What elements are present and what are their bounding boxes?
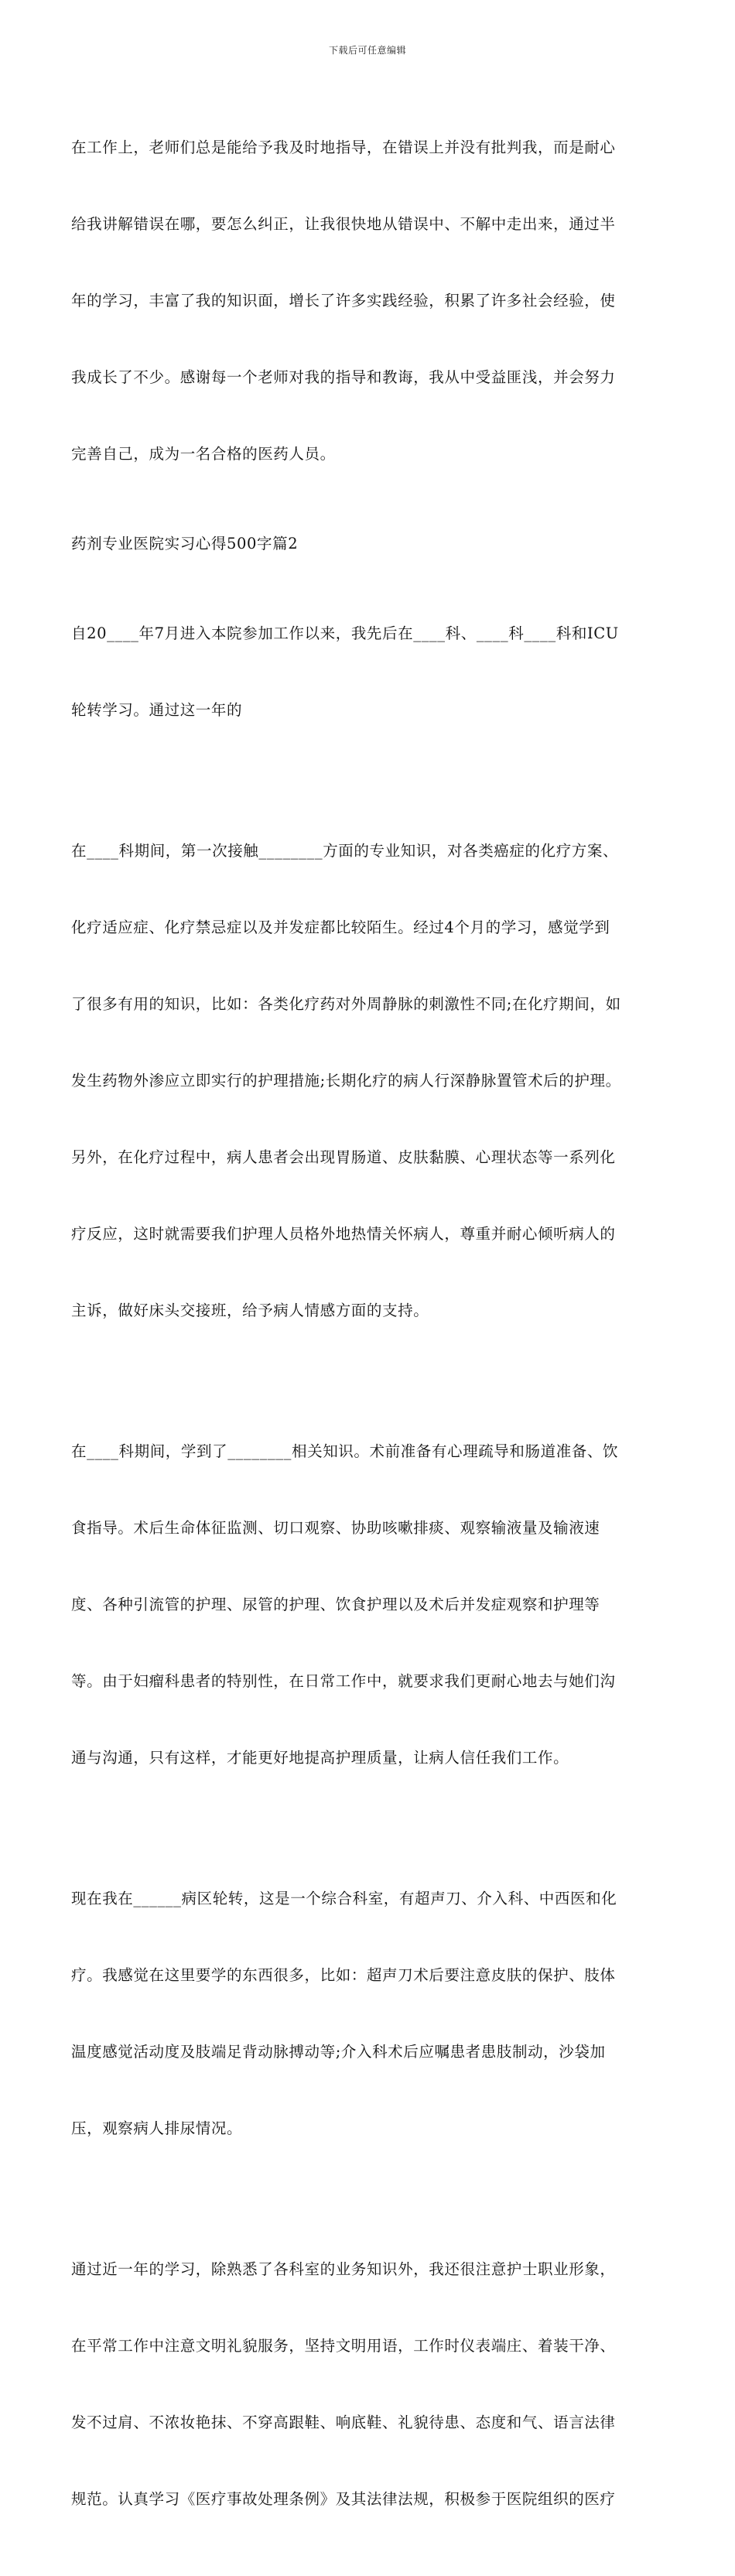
text-line: 在平常工作中注意文明礼貌服务，坚持文明用语，工作时仪表端庄、着装干净、: [71, 2337, 616, 2355]
text-line: 压，观察病人排尿情况。: [71, 2119, 243, 2137]
text-line: 食指导。术后生命体征监测、切口观察、协助咳嗽排痰、观察输液量及输液速: [71, 1519, 600, 1537]
page-header: 下载后可任意编辑: [328, 45, 406, 56]
text-line: 通过近一年的学习，除熟悉了各科室的业务知识外，我还很注意护士职业形象，: [71, 2260, 616, 2278]
text-line: 在____科期间，学到了________相关知识。术前准备有心理疏导和肠道准备、饮: [71, 1442, 619, 1460]
heading-text: 药剂专业医院实习心得500字篇2: [71, 535, 299, 552]
text-line: 化疗适应症、化疗禁忌症以及并发症都比较陌生。经过4个月的学习，感觉学到: [71, 919, 610, 936]
paragraph-1: [71, 84, 667, 518]
paragraph-6: [71, 2205, 667, 2563]
text-line: 自20____年7月进入本院参加工作以来，我先后在____科、____科____科和ICU: [71, 624, 619, 642]
text-line: 疗。我感觉在这里要学的东西很多，比如：超声刀术后要注意皮肤的保护、肢体: [71, 1966, 616, 1984]
text-line: 通与沟通，只有这样，才能更好地提高护理质量，让病人信任我们工作。: [71, 1749, 569, 1767]
paragraph-2: [71, 570, 667, 774]
paragraph-3: [71, 787, 667, 1374]
text-line: 度、各种引流管的护理、尿管的护理、饮食护理以及术后并发症观察和护理等: [71, 1596, 600, 1613]
text-line: 主诉，做好床头交接班，给予病人情感方面的支持。: [71, 1302, 429, 1319]
text-line: 等。由于妇瘤科患者的特别性，在日常工作中，就要求我们更耐心地去与她们沟: [71, 1672, 616, 1690]
text-line: 我成长了不少。感谢每一个老师对我的指导和教诲，我从中受益匪浅，并会努力: [71, 368, 616, 386]
text-line: 疗反应，这时就需要我们护理人员格外地热情关怀病人，尊重并耐心倾听病人的: [71, 1225, 616, 1243]
text-line: 轮转学习。通过这一年的: [71, 701, 243, 719]
text-line: 另外，在化疗过程中，病人患者会出现胃肠道、皮肤黏膜、心理状态等一系列化: [71, 1148, 616, 1166]
text-line: 年的学习，丰富了我的知识面，增长了许多实践经验，积累了许多社会经验，使: [71, 292, 616, 310]
text-line: 发不过肩、不浓妆艳抹、不穿高跟鞋、响底鞋、礼貌待患、态度和气、语言法律: [71, 2414, 616, 2431]
text-line: 温度感觉活动度及肢端足背动脉搏动等;介入科术后应嘱患者患肢制动，沙袋加: [71, 2043, 606, 2061]
text-line: 在____科期间，第一次接触________方面的专业知识，对各类癌症的化疗方案、: [71, 842, 619, 860]
text-line: 发生药物外渗应立即实行的护理措施;长期化疗的病人行深静脉置管术后的护理。: [71, 1072, 621, 1090]
text-line: 完善自己，成为一名合格的医药人员。: [71, 445, 336, 463]
section-heading: [71, 531, 667, 556]
paragraph-5: [71, 1835, 667, 2192]
paragraph-4: [71, 1387, 667, 1822]
text-line: 在工作上，老师们总是能给予我及时地指导，在错误上并没有批判我，而是耐心: [71, 139, 616, 156]
text-line: 给我讲解错误在哪，要怎么纠正，让我很快地从错误中、不解中走出来，通过半: [71, 215, 616, 233]
text-line: 了很多有用的知识，比如：各类化疗药对外周静脉的刺激性不同;在化疗期间，如: [71, 995, 621, 1013]
document-body: [71, 84, 667, 2576]
text-line: 规范。认真学习《医疗事故处理条例》及其法律法规，积极参于医院组织的医疗: [71, 2490, 616, 2508]
text-line: 现在我在______病区轮转，这是一个综合科室，有超声刀、介入科、中西医和化: [71, 1890, 617, 1907]
